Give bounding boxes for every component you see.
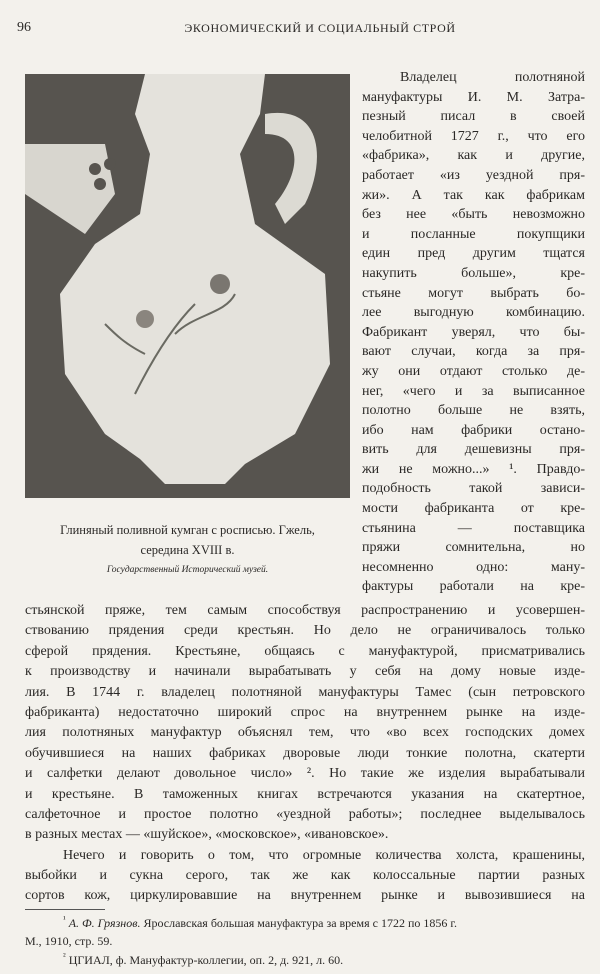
text-line: без нее «быть невозможно — [362, 207, 585, 223]
right-column-text — [362, 68, 585, 597]
text-line: мости фабриканта от кре- — [362, 501, 585, 517]
text-line: нег, «чего и за выписанное — [362, 383, 585, 399]
figure-credit: Государственный Исторический музей. — [106, 565, 269, 575]
text-line: Нечего и говорить о том, что огромные количества холста, крашенины, — [63, 847, 585, 863]
text-line: фабриканта) недостаточно широкий спрос на внутреннем рынке на изде- — [25, 704, 585, 720]
text-line: жу они отдают столько де- — [362, 363, 585, 379]
text-line: Фабрикант уверял, что бы- — [362, 324, 585, 340]
caption-line: Глиняный поливной кумган с росписью. Гжель, — [60, 523, 315, 537]
text-line: сферой прядения. Крестьяне, общаясь с мануфактурой, присматривались — [25, 643, 585, 659]
footnote-text: ЦГИАЛ, ф. Мануфактур-коллегии, оп. 2, д. 921, л. 60. — [65, 953, 344, 967]
text-line: вить для дешевизны пря- — [362, 442, 585, 458]
text-line: жи». А так как фабрикам — [362, 187, 585, 203]
text-line: сортов кож, циркулировавшие на внутреннем рынке и вывозившиеся на — [25, 888, 585, 904]
footnote-2 — [25, 951, 585, 969]
text-line: Владелец полотняной — [400, 70, 585, 85]
text-line: обучившиеся на наших фабриках дворовые люди тонкие полотна, скатерти — [25, 745, 585, 761]
text-line: ствованию прядения среди крестьян. Но дело не ограничивалось только — [25, 623, 585, 639]
text-line: работает «из уездной пря- — [362, 167, 585, 183]
footnote-text-cont: М., 1910, стр. 59. — [25, 934, 113, 948]
footnote-mark: ² — [63, 951, 66, 961]
text-line: челобитной 1727 г., что его — [362, 128, 585, 144]
text-line: стьяне могут выбрать бо- — [362, 285, 585, 301]
running-title: ЭКОНОМИЧЕСКИЙ И СОЦИАЛЬНЫЙ СТРОЙ — [184, 21, 456, 35]
page-number: 96 — [17, 20, 31, 35]
text-line: лия полотняных мануфактур объяснял тем, что «во всех господских домех — [25, 725, 585, 741]
footnote-mark: ¹ — [63, 914, 66, 924]
text-line: подобность такой зависи- — [362, 481, 585, 497]
text-line: лее выгодную комбинацию. — [362, 305, 585, 321]
text-line: и салфетки делают довольное число» ². Но такие же изделия вырабатывали — [25, 766, 585, 782]
text-line: фактуры работали на кре- — [362, 579, 585, 595]
footnote-text: Ярославская большая мануфактура за время с 1722 по 1856 г. — [140, 916, 457, 930]
footnote-rule — [25, 909, 105, 910]
text-line: пряжи сомнительна, но — [362, 540, 585, 556]
text-line: салфеточное и простое полотно «уездной работы»; последнее выделывалось — [25, 806, 585, 822]
text-line: и посланные покупщики — [362, 226, 585, 242]
text-line: и крестьяне. В таможенных книгах встречаются указания на скатертное, — [25, 786, 585, 802]
figure-caption — [20, 520, 355, 560]
text-line: в разных местах — «шуйское», «московское», «ивановское». — [25, 827, 389, 843]
text-line: ибо нам фабрики остано- — [362, 422, 585, 438]
text-line: к производству и начинали вырабатывать у себя на дому новые изде- — [25, 664, 585, 680]
text-line: выбойки и сукна серого, так же как колоссальные партии разных — [25, 868, 585, 884]
text-line: «фабрика», как и другие, — [362, 148, 585, 164]
text-line: стьянина — поставщика — [362, 520, 585, 536]
text-line: мануфактуры И. М. Затра- — [362, 89, 585, 105]
text-line: жи не можно...» ¹. Правдо- — [362, 461, 585, 477]
text-line: пезный писал в своей — [362, 109, 585, 125]
text-line: полотно больше не взять, — [362, 403, 585, 419]
text-line: стьянской пряже, тем самым способствуя распространению и усовершен- — [25, 603, 585, 618]
footnote-1 — [25, 914, 585, 950]
text-line: вают случаи, когда за пря- — [362, 344, 585, 360]
text-line: накупить больше», кре- — [362, 265, 585, 281]
figure-photo-kumgan-jug — [25, 74, 350, 498]
text-line: лия. В 1744 г. владелец полотняной мануфактуры Тамес (сын петровского — [25, 684, 585, 700]
text-line: един пред другим тщатся — [362, 246, 585, 262]
footnote-author: А. Ф. Грязнов. — [68, 916, 141, 930]
caption-line: середина XVIII в. — [140, 543, 235, 557]
text-line: несомненно одно: ману- — [362, 559, 585, 575]
full-width-text — [25, 601, 585, 907]
